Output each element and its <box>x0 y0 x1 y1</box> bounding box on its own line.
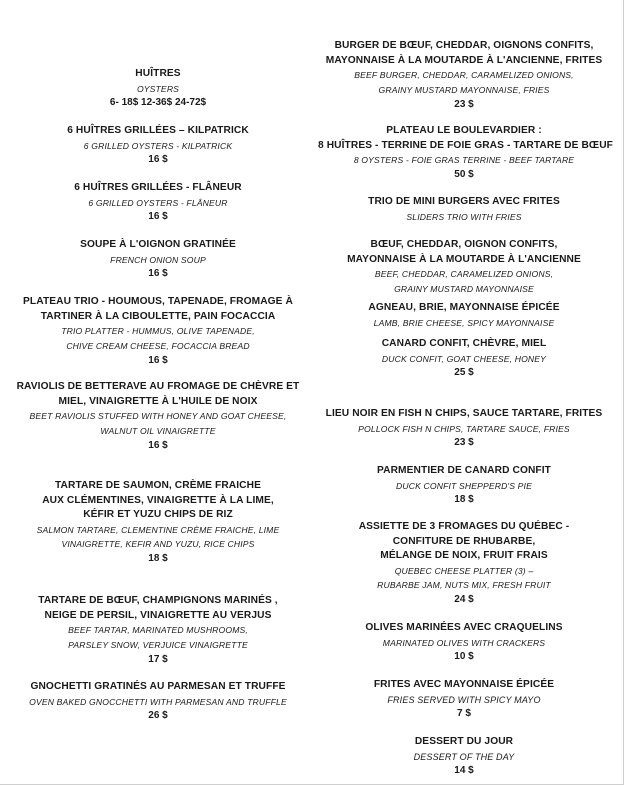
menu-item <box>318 337 610 381</box>
menu-item <box>8 380 308 453</box>
item-title: LIEU NOIR EN FISH N CHIPS, SAUCE TARTARE, FRITES <box>325 408 603 419</box>
menu-item <box>318 735 610 779</box>
item-title: TARTARE DE BŒUF, CHAMPIGNONS MARINÉS , <box>38 595 278 606</box>
menu-item <box>318 464 610 508</box>
item-price: 16 $ <box>148 154 168 166</box>
item-title: PLATEAU TRIO - HOUMOUS, TAPENADE, FROMAGE À <box>23 296 293 307</box>
item-description: WALNUT OIL VINAIGRETTE <box>100 425 216 436</box>
item-title: CANARD CONFIT, CHÈVRE, MIEL <box>381 338 547 349</box>
item-price: 10 $ <box>454 651 474 663</box>
item-price: 50 $ <box>454 168 474 180</box>
item-description: DUCK CONFIT, GOAT CHEESE, HONEY <box>381 353 547 364</box>
item-description: VINAIGRETTE, KEFIR AND YUZU, RICE CHIPS <box>61 539 255 550</box>
item-title: PLATEAU LE BOULEVARDIER : <box>386 125 542 136</box>
item-title: SOUPE À L'OIGNON GRATINÉE <box>80 239 236 250</box>
item-title: MAYONNAISE À LA MOUTARDE À L'ANCIENNE <box>347 253 581 265</box>
item-title: BURGER DE BŒUF, CHEDDAR, OIGNONS CONFITS, <box>334 40 594 51</box>
item-price: 23 $ <box>454 437 474 449</box>
menu-item <box>8 594 308 667</box>
item-price: 24 $ <box>454 594 474 606</box>
item-description: OVEN BAKED GNOCCHETTI WITH PARMESAN AND TRUFFLE <box>29 696 287 707</box>
item-title: RAVIOLIS DE BETTERAVE AU FROMAGE DE CHÈVRE ET <box>16 381 300 392</box>
item-title: DESSERT DU JOUR <box>414 736 514 747</box>
menu-item <box>318 39 610 112</box>
item-title: FRITES AVEC MAYONNAISE ÉPICÉE <box>373 679 555 690</box>
item-title: NEIGE DE PERSIL, VINAIGRETTE AU VERJUS <box>44 609 272 621</box>
item-price: 17 $ <box>148 653 168 665</box>
menu-item <box>318 678 610 722</box>
item-description: DUCK CONFIT SHEPPERD'S PIE <box>396 480 532 491</box>
item-price: 25 $ <box>454 367 474 379</box>
item-price: 18 $ <box>148 553 168 565</box>
item-title: MAYONNAISE À LA MOUTARDE À L'ANCIENNE, FRITES <box>325 54 603 66</box>
item-description: 6 GRILLED OYSTERS - KILPATRICK <box>83 140 233 151</box>
item-description: SALMON TARTARE, CLEMENTINE CRÈME FRAICHE, LIME <box>36 524 280 535</box>
item-description: BEEF, CHEDDAR, CARAMELIZED ONIONS, <box>374 269 554 279</box>
item-title: MÉLANGE DE NOIX, FRUIT FRAIS <box>380 550 548 561</box>
item-description: POLLOCK FISH N CHIPS, TARTARE SAUCE, FRIES <box>358 423 570 434</box>
item-description: 6 GRILLED OYSTERS - FLÂNEUR <box>88 197 228 208</box>
item-description: SLIDERS TRIO WITH FRIES <box>406 211 522 222</box>
item-description: RUBARBE JAM, NUTS MIX, FRESH FRUIT <box>377 580 551 591</box>
menu-item <box>8 124 308 168</box>
item-description: BEEF BURGER, CHEDDAR, CARAMELIZED ONIONS, <box>354 70 574 80</box>
item-title: MIEL, VINAIGRETTE À L'HUILE DE NOIX <box>58 395 258 407</box>
menu-item <box>318 301 610 330</box>
item-title: AUX CLÉMENTINES, VINAIGRETTE À LA LIME, <box>42 494 274 506</box>
item-title: 8 HUÎTRES - TERRINE DE FOIE GRAS - TARTARE DE BŒUF <box>318 139 613 151</box>
item-description: FRENCH ONION SOUP <box>110 254 206 265</box>
item-description: QUEBEC CHEESE PLATTER (3) – <box>394 565 534 576</box>
item-description: TRIO PLATTER - HUMMUS, OLIVE TAPENADE, <box>61 326 255 336</box>
item-description: MARINATED OLIVES WITH CRACKERS <box>382 637 546 648</box>
item-description: PARSLEY SNOW, VERJUICE VINAIGRETTE <box>68 639 248 650</box>
item-description: LAMB, BRIE CHEESE, SPICY MAYONNAISE <box>373 317 555 328</box>
item-price: 23 $ <box>454 98 474 110</box>
menu-item <box>8 181 308 225</box>
item-price: 16 $ <box>148 211 168 223</box>
item-price: 16 $ <box>148 354 168 366</box>
item-title: BŒUF, CHEDDAR, OIGNON CONFITS, <box>370 239 558 250</box>
item-title: TRIO DE MINI BURGERS AVEC FRITES <box>368 196 560 207</box>
menu-item <box>8 295 308 368</box>
item-price: 16 $ <box>148 439 168 451</box>
item-price: 14 $ <box>454 765 474 777</box>
item-description: 8 OYSTERS - FOIE GRAS TERRINE - BEEF TARTARE <box>353 155 575 165</box>
menu-item <box>318 621 610 665</box>
item-description: BEEF TARTAR, MARINATED MUSHROOMS, <box>68 625 248 635</box>
item-description: DESSERT OF THE DAY <box>413 751 515 762</box>
item-title: 6 HUÎTRES GRILLÉES – KILPATRICK <box>67 125 249 136</box>
menu-item <box>318 195 610 224</box>
menu-item <box>318 520 610 608</box>
item-description: GRAINY MUSTARD MAYONNAISE, FRIES <box>378 84 550 95</box>
item-title: CONFITURE DE RHUBARBE, <box>392 535 536 547</box>
item-title: GNOCHETTI GRATINÉS AU PARMESAN ET TRUFFE <box>30 681 286 692</box>
item-title: AGNEAU, BRIE, MAYONNAISE ÉPICÉE <box>368 302 560 313</box>
item-price: 7 $ <box>457 708 471 720</box>
item-price: 16 $ <box>148 268 168 280</box>
item-title: HUÎTRES <box>135 68 181 79</box>
menu-item <box>8 67 308 111</box>
item-title: OLIVES MARINÉES AVEC CRAQUELINS <box>365 622 563 633</box>
item-title: TARTINER À LA CIBOULETTE, PAIN FOCACCIA <box>40 310 276 322</box>
menu-item <box>8 479 308 567</box>
item-description: GRAINY MUSTARD MAYONNAISE <box>394 283 534 294</box>
item-title: KÉFIR ET YUZU CHIPS DE RIZ <box>83 509 233 520</box>
item-price: 26 $ <box>148 710 168 722</box>
menu-item <box>318 238 610 297</box>
item-title: TARTARE DE SAUMON, CRÈME FRAICHE <box>54 480 261 491</box>
item-description: BEET RAVIOLIS STUFFED WITH HONEY AND GOAT CHEESE, <box>29 411 287 421</box>
item-title: 6 HUÎTRES GRILLÉES - FLÂNEUR <box>74 182 242 193</box>
menu-item <box>318 124 613 182</box>
item-price: 6- 18$ 12-36$ 24-72$ <box>109 97 207 109</box>
menu-item <box>8 238 308 282</box>
item-description: OYSTERS <box>136 83 180 94</box>
item-description: CHIVE CREAM CHEESE, FOCACCIA BREAD <box>66 340 250 351</box>
menu-item <box>318 407 610 451</box>
item-title: PARMENTIER DE CANARD CONFIT <box>377 465 551 476</box>
item-description: FRIES SERVED WITH SPICY MAYO <box>387 694 541 705</box>
item-price: 18 $ <box>454 494 474 506</box>
menu-item <box>8 680 308 724</box>
item-title: ASSIETTE DE 3 FROMAGES DU QUÉBEC - <box>358 521 570 532</box>
